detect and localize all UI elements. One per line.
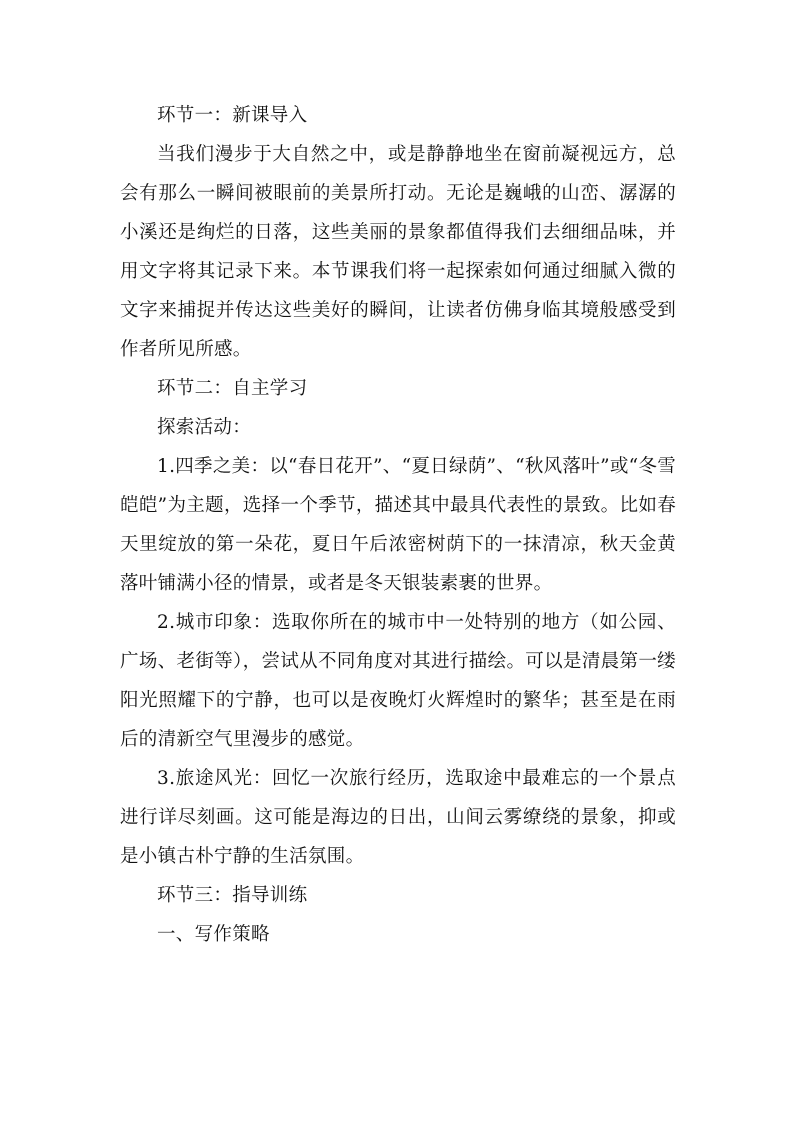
section-heading-1: 环节一：新课导入 xyxy=(157,105,308,126)
document-body xyxy=(120,96,676,954)
activity-item-1: 1.四季之美：以“春日花开”、“夏日绿荫”、“秋风落叶”或“冬雪皑皑”为主题，选择一个季节，描述其中最具代表性的景致。比如春天里绽放的第一朵花，夏日午后浓密树荫下的一抹清凉，秋天金黄落叶铺满小径的情景，或者是冬天银装素裹的世界。 xyxy=(120,456,676,594)
activity-item-3: 3.旅途风光：回忆一次旅行经历，选取途中最难忘的一个景点进行详尽刻画。这可能是海边的日出，山间云雾缭绕的景象，抑或是小镇古朴宁静的生活氛围。 xyxy=(120,768,676,867)
section-heading-2: 环节二：自主学习 xyxy=(157,378,308,399)
activity-label: 探索活动： xyxy=(157,417,252,438)
subsection-heading: 一、写作策略 xyxy=(157,924,270,945)
intro-paragraph: 当我们漫步于大自然之中，或是静静地坐在窗前凝视远方，总会有那么一瞬间被眼前的美景所打动。无论是巍峨的山峦、潺潺的小溪还是绚烂的日落，这些美丽的景象都值得我们去细细品味，并用文字将其记录下来。本节课我们将一起探索如何通过细腻入微的文字来捕捉并传达这些美好的瞬间，让读者仿佛身临其境般感受到作者所见所感。 xyxy=(120,144,676,360)
activity-item-2: 2.城市印象：选取你所在的城市中一处特别的地方（如公园、广场、老街等），尝试从不同角度对其进行描绘。可以是清晨第一缕阳光照耀下的宁静，也可以是夜晚灯火辉煌时的繁华；甚至是在雨后的清新空气里漫步的感觉。 xyxy=(120,612,676,750)
section-heading-3: 环节三：指导训练 xyxy=(157,885,308,906)
